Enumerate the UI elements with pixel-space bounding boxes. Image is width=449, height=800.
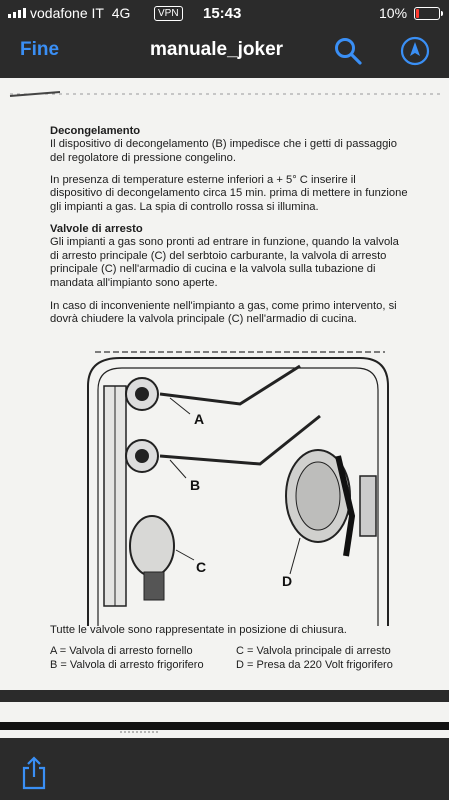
legend-row [50,658,430,672]
navigation-bar [0,28,449,74]
diagram-label-a: A [194,411,205,427]
legend-item-c: C = Valvola principale di arresto [236,645,391,657]
valves-text-1: Gli impianti a gas sono pronti ad entrare in funzione, quando la valvola di arresto principale (C) del serbtoio carburante, la valvola di arresto principale (C) nell'armadio di cucina e la valvola sulla tubazione di mandata all'impianto sono aperte. [50,236,399,289]
document-title: manuale_joker [150,39,284,60]
done-button[interactable]: Fine [20,39,60,60]
status-bar [0,0,449,28]
defrost-section [50,125,410,165]
legend-item-d: D = Presa da 220 Volt frigorifero [236,659,393,671]
next-page-preview[interactable] [0,702,449,738]
document-page[interactable] [0,78,449,690]
vpn-badge: VPN [154,6,183,21]
carrier-label: vodafone IT 4G [30,5,131,21]
scan-edge-noise [0,702,449,738]
diagram-label-b: B [190,477,201,493]
defrost-paragraph-2: In presenza di temperature esterne inferiori a + 5° C inserire il dispositivo di decongelamento circa 15 min. prima di mettere in funzione gli impianti a gas. La spia di controllo rossa si illumina. [50,174,408,213]
battery-icon [414,7,440,20]
search-icon[interactable] [333,36,363,66]
share-icon[interactable] [20,756,48,790]
diagram-label-c: C [196,559,207,575]
clock: 15:43 [203,5,242,22]
scan-header-noise [0,88,449,100]
heading-defrost: Decongelamento [50,125,141,137]
diagram-caption: Tutte le valvole sono rappresentate in posizione di chiusura. [50,624,347,636]
bottom-toolbar [0,738,449,800]
diagram-label-d: D [282,573,293,589]
legend-item-b: B = Valvola di arresto frigorifero [50,659,204,671]
markup-pen-icon[interactable] [400,36,430,66]
gas-valves-diagram [0,346,449,626]
battery-percent: 10% [379,5,408,21]
heading-valves: Valvole di arresto [50,223,143,235]
diagram-legend [50,644,430,672]
signal-icon [8,8,26,18]
legend-item-a: A = Valvola di arresto fornello [50,645,193,657]
defrost-text-1: Il dispositivo di decongelamento (B) impedisce che i getti di passaggio del regolatore di pressione congelino. [50,138,398,164]
valves-section [50,223,410,290]
legend-row [50,644,430,658]
valves-paragraph-2: In caso di inconveniente nell'impianto a gas, come primo intervento, si dovrà chiudere la valvola principale (C) nell'armadio di cucina. [50,300,397,326]
